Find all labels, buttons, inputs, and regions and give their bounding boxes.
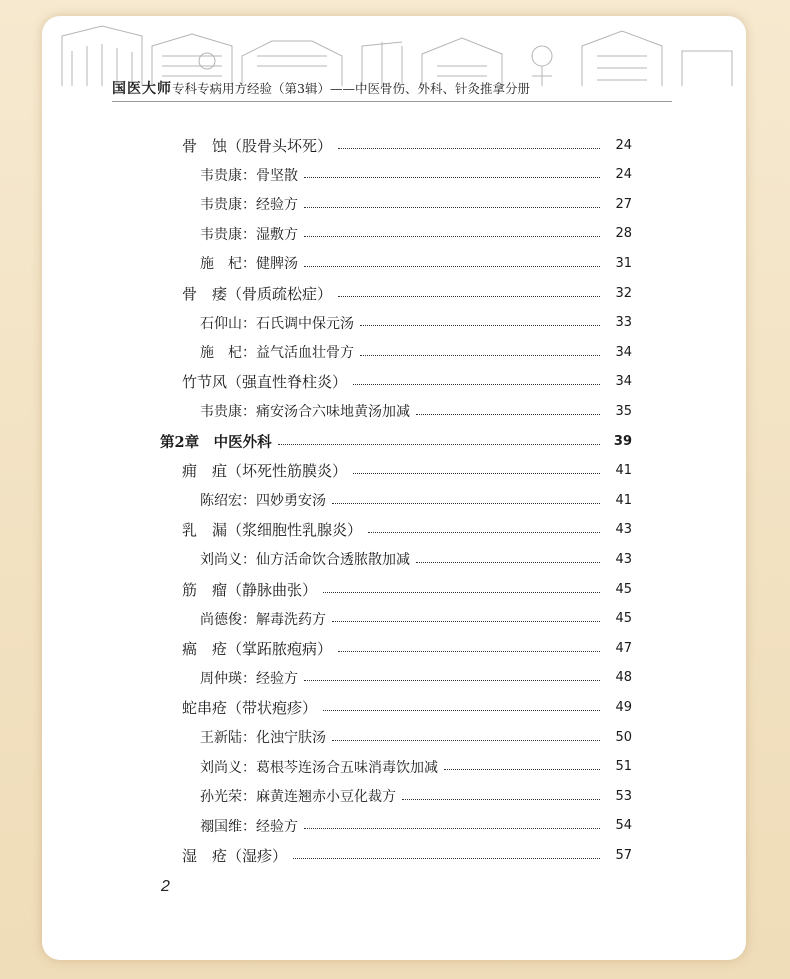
toc-entry-title: 王新陆：化浊宁肤汤 (200, 730, 326, 746)
toc-entry-title: 蛇串疮（带状疱疹） (182, 698, 318, 717)
toc-entry-title: 韦贵康：湿敷方 (200, 226, 298, 243)
toc-entry[interactable] (200, 755, 632, 779)
toc-entry-title: 施 杞：益气活血壮骨方 (200, 345, 354, 362)
toc-entry-title: 石仰山：石氏调中保元汤 (200, 315, 354, 332)
toc-entry-title: 骨 蚀（股骨头坏死） (182, 136, 333, 155)
toc-leader-dots (353, 384, 600, 385)
toc-entry[interactable] (200, 725, 632, 749)
toc-leader-dots (304, 828, 600, 829)
toc-leader-dots (304, 680, 600, 681)
toc-entry-title: 竹节风（强直性脊柱炎） (182, 373, 348, 392)
toc-entry-page: 48 (615, 670, 632, 686)
toc-entry-page: 43 (615, 522, 632, 538)
toc-entry-title: 禤国维：经验方 (200, 818, 298, 835)
toc-entry-page: 50 (615, 729, 632, 745)
toc-entry-page: 32 (615, 285, 632, 301)
toc-entry[interactable] (200, 814, 632, 838)
book-title: 专科专病用方经验（第3辑）——中医骨伤、外科、针灸推拿分册 (172, 81, 530, 96)
toc-entry-page: 45 (615, 581, 632, 597)
toc-entry-title: 韦贵康：痛安汤合六味地黄汤加减 (200, 404, 410, 421)
toc-leader-dots (360, 355, 600, 356)
toc-entry[interactable] (182, 459, 632, 483)
toc-entry-page: 54 (615, 818, 632, 834)
toc-entry-page: 45 (615, 611, 632, 627)
toc-entry-title: 施 杞：健脾汤 (200, 256, 298, 273)
toc-entry[interactable] (182, 518, 632, 542)
toc-entry-page: 53 (615, 788, 632, 804)
toc-entry-title: 孙光荣：麻黄连翘赤小豆化裁方 (200, 789, 396, 806)
toc-entry[interactable] (200, 192, 632, 216)
toc-entry-page: 24 (615, 167, 632, 183)
toc-entry-page: 47 (615, 640, 632, 656)
toc-entry-page: 41 (615, 463, 632, 479)
toc-entry[interactable] (200, 251, 632, 275)
toc-entry-title: 湿 疮（湿疹） (182, 846, 288, 865)
toc-entry[interactable] (200, 163, 632, 187)
toc-leader-dots (304, 207, 600, 208)
toc-entry-title: 周仲瑛：经验方 (200, 670, 298, 687)
toc-entry-page: 43 (615, 551, 632, 567)
toc-leader-dots (338, 296, 600, 297)
toc-entry-page: 31 (615, 255, 632, 271)
toc-entry-title: 刘尚义：葛根芩连汤合五味消毒饮加减 (200, 759, 438, 776)
toc-leader-dots (338, 148, 600, 149)
toc-leader-dots (293, 858, 600, 859)
toc-entry-page: 49 (615, 699, 632, 715)
toc-entry-title: 痈 疽（坏死性筋膜炎） (182, 462, 348, 481)
toc-entry[interactable] (160, 429, 632, 453)
toc-leader-dots (332, 503, 600, 504)
toc-leader-dots (416, 414, 600, 415)
toc-entry-page: 35 (615, 403, 632, 419)
toc-leader-dots (332, 740, 600, 741)
toc-entry[interactable] (200, 607, 632, 631)
toc-entry-page: 57 (615, 847, 632, 863)
toc-entry-title: 陈绍宏：四妙勇安汤 (200, 493, 326, 510)
toc-entry[interactable] (182, 133, 632, 157)
toc-leader-dots (360, 325, 600, 326)
toc-leader-dots (323, 592, 600, 593)
toc-entry-title: 韦贵康：经验方 (200, 197, 298, 214)
toc-entry[interactable] (182, 636, 632, 660)
toc-entry[interactable] (200, 222, 632, 246)
toc-leader-dots (323, 710, 600, 711)
toc-entry-page: 33 (615, 315, 632, 331)
toc-entry[interactable] (200, 547, 632, 571)
toc-entry[interactable] (200, 666, 632, 690)
toc-leader-dots (402, 799, 600, 800)
toc-entry[interactable] (182, 370, 632, 394)
series-brand: 国医大师 (112, 81, 172, 97)
toc-entry[interactable] (182, 843, 632, 867)
toc-leader-dots (416, 562, 600, 563)
toc-entry-title: 刘尚义：仙方活命饮合透脓散加减 (200, 552, 410, 569)
toc-entry-title: 骨 痿（骨质疏松症） (182, 284, 333, 303)
toc-entry[interactable] (200, 311, 632, 335)
toc-entry[interactable] (182, 281, 632, 305)
toc-leader-dots (304, 177, 600, 178)
page-number: 2 (161, 878, 170, 895)
toc-leader-dots (444, 769, 600, 770)
toc-entry[interactable] (200, 340, 632, 364)
toc-leader-dots (304, 266, 600, 267)
toc-leader-dots (368, 532, 600, 533)
toc-entry-page: 39 (613, 433, 632, 449)
running-header (112, 78, 672, 102)
toc-entry-page: 41 (615, 492, 632, 508)
toc-leader-dots (332, 621, 600, 622)
toc-entry-page: 34 (615, 374, 632, 390)
toc-entry-title: 韦贵康：骨坚散 (200, 167, 298, 184)
toc-entry[interactable] (200, 399, 632, 423)
toc-leader-dots (338, 651, 600, 652)
toc-entry-page: 28 (615, 226, 632, 242)
toc-entry-page: 24 (615, 137, 632, 153)
toc-entry[interactable] (200, 488, 632, 512)
toc-leader-dots (304, 236, 600, 237)
toc-leader-dots (353, 473, 600, 474)
toc-entry-title: 瘑 疮（掌跖脓疱病） (182, 639, 333, 658)
toc-entry[interactable] (200, 784, 632, 808)
toc-entry[interactable] (182, 577, 632, 601)
book-page (42, 16, 746, 960)
toc-leader-dots (278, 444, 600, 445)
toc-entry[interactable] (182, 695, 632, 719)
toc-entry-title: 第2章 中医外科 (160, 433, 272, 451)
toc-entry-page: 51 (615, 759, 632, 775)
toc-entry-title: 尚德俊：解毒洗药方 (200, 611, 326, 628)
toc-entry-title: 乳 漏（浆细胞性乳腺炎） (182, 521, 363, 540)
toc-entry-page: 34 (615, 344, 632, 360)
toc-entry-title: 筋 瘤（静脉曲张） (182, 580, 318, 599)
toc-entry-page: 27 (615, 196, 632, 212)
